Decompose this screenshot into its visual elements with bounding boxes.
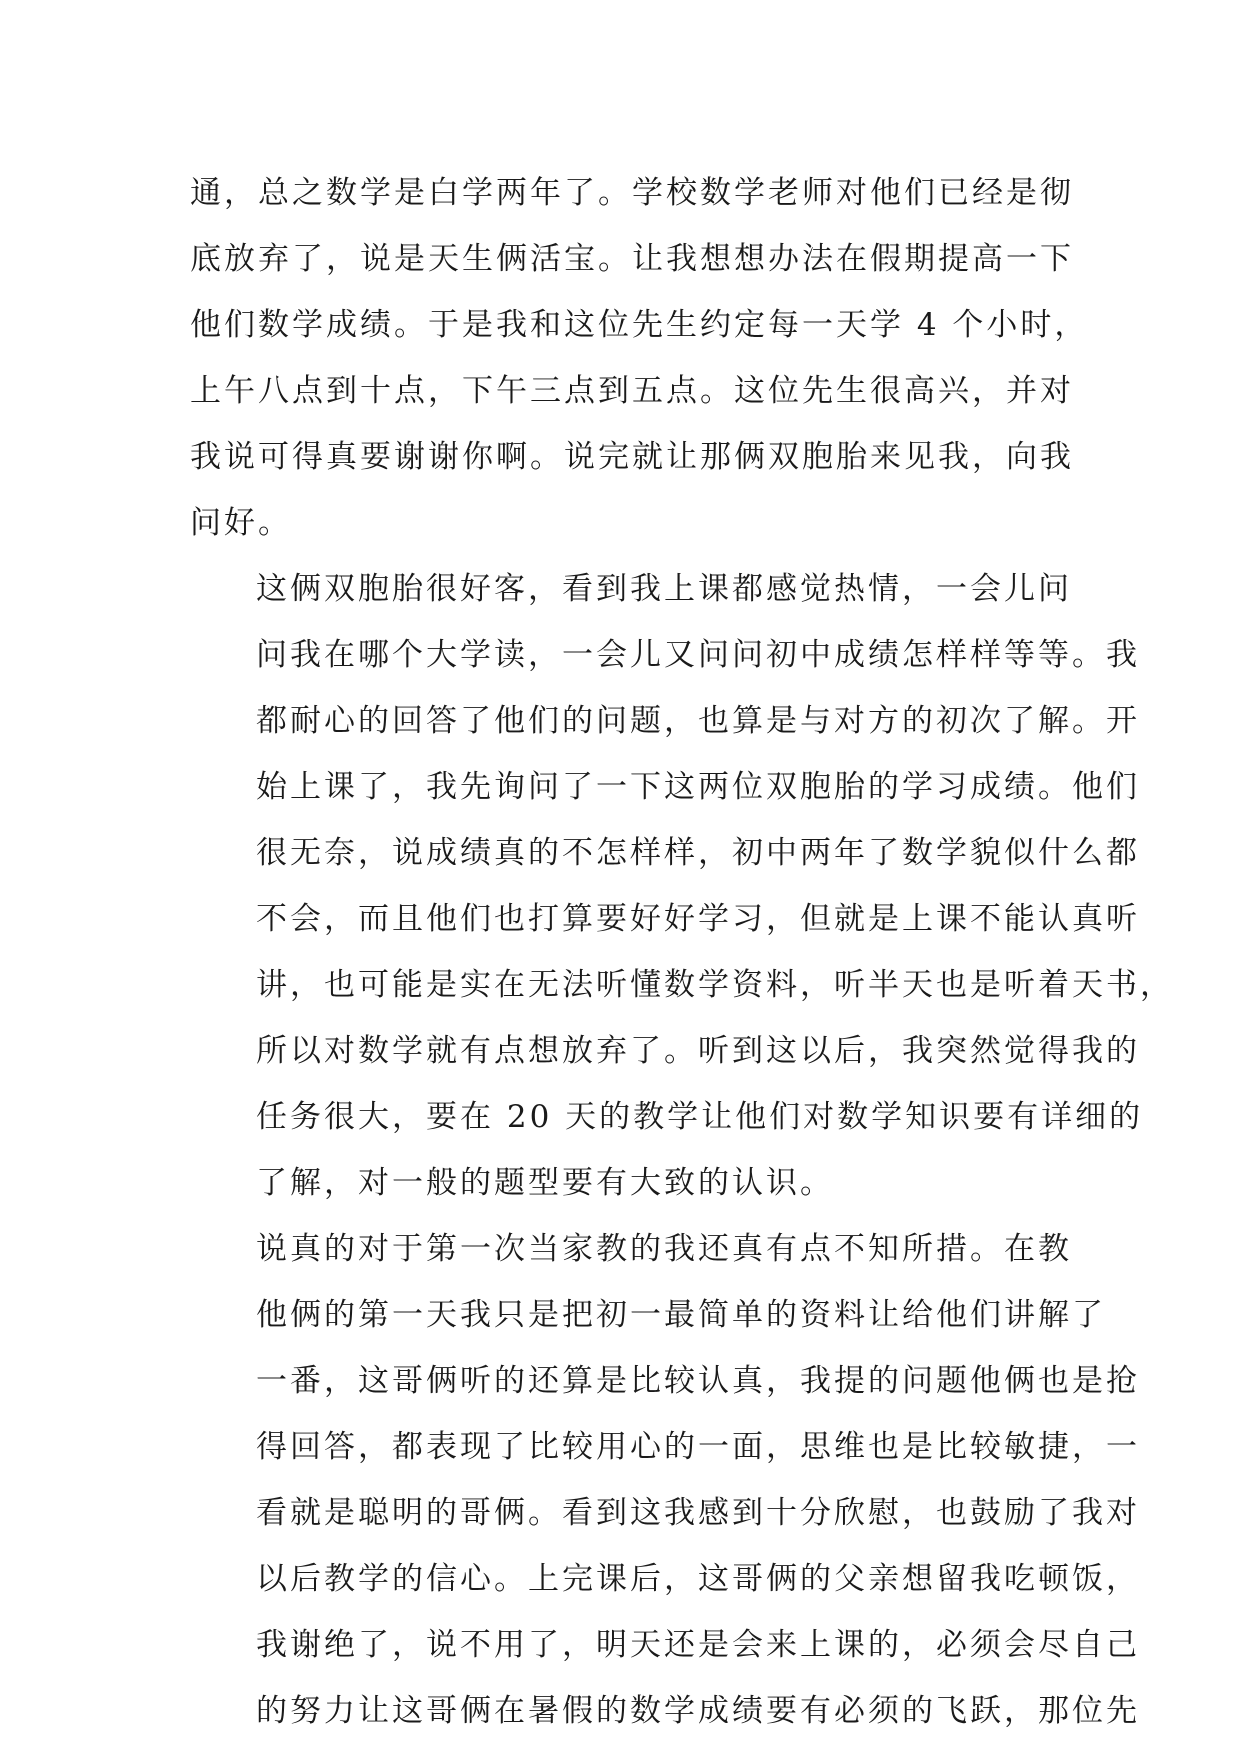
paragraph-2 <box>190 556 1174 1216</box>
text-line: 得回答，都表现了比较用心的一面，思维也是比较敏捷，一 <box>256 1429 1140 1465</box>
text-line: 任务很大，要在 20 天的教学让他们对数学知识要有详细的 <box>256 1099 1144 1135</box>
text-line: 一番，这哥俩听的还算是比较认真，我提的问题他俩也是抢 <box>256 1363 1140 1399</box>
text-line: 通，总之数学是白学两年了。学校数学老师对他们已经是彻 <box>190 175 1074 211</box>
text-line: 的努力让这哥俩在暑假的数学成绩要有必须的飞跃，那位先 <box>256 1693 1140 1729</box>
text-line: 都耐心的回答了他们的问题，也算是与对方的初次了解。开 <box>256 703 1140 739</box>
text-line: 看就是聪明的哥俩。看到这我感到十分欣慰，也鼓励了我对 <box>256 1495 1140 1531</box>
text-line: 我谢绝了，说不用了，明天还是会来上课的，必须会尽自己 <box>256 1627 1140 1663</box>
text-line: 了解，对一般的题型要有大致的认识。 <box>256 1165 834 1201</box>
text-line: 讲，也可能是实在无法听懂数学资料，听半天也是听着天书， <box>256 967 1174 1003</box>
text-line: 上午八点到十点，下午三点到五点。这位先生很高兴，并对 <box>190 373 1074 409</box>
text-line: 始上课了，我先询问了一下这两位双胞胎的学习成绩。他们 <box>256 769 1140 805</box>
text-line: 这俩双胞胎很好客，看到我上课都感觉热情，一会儿问 <box>256 571 1072 607</box>
text-line: 说真的对于第一次当家教的我还真有点不知所措。在教 <box>256 1231 1072 1267</box>
paragraph-3 <box>190 1216 1140 1744</box>
body-text <box>190 160 1174 1744</box>
text-line: 所以对数学就有点想放弃了。听到这以后，我突然觉得我的 <box>256 1033 1140 1069</box>
text-line: 问好。 <box>190 505 292 541</box>
text-line: 他们数学成绩。于是我和这位先生约定每一天学 4 个小时， <box>190 307 1089 343</box>
text-line: 底放弃了，说是天生俩活宝。让我想想办法在假期提高一下 <box>190 241 1074 277</box>
text-line: 以后教学的信心。上完课后，这哥俩的父亲想留我吃顿饭， <box>256 1561 1140 1597</box>
text-line: 很无奈，说成绩真的不怎样样，初中两年了数学貌似什么都 <box>256 835 1140 871</box>
paragraph-1 <box>190 160 1089 556</box>
text-line: 问我在哪个大学读，一会儿又问问初中成绩怎样样等等。我 <box>256 637 1140 673</box>
text-line: 我说可得真要谢谢你啊。说完就让那俩双胞胎来见我，向我 <box>190 439 1074 475</box>
text-line: 不会，而且他们也打算要好好学习，但就是上课不能认真听 <box>256 901 1140 937</box>
text-line: 他俩的第一天我只是把初一最简单的资料让给他们讲解了 <box>256 1297 1106 1333</box>
